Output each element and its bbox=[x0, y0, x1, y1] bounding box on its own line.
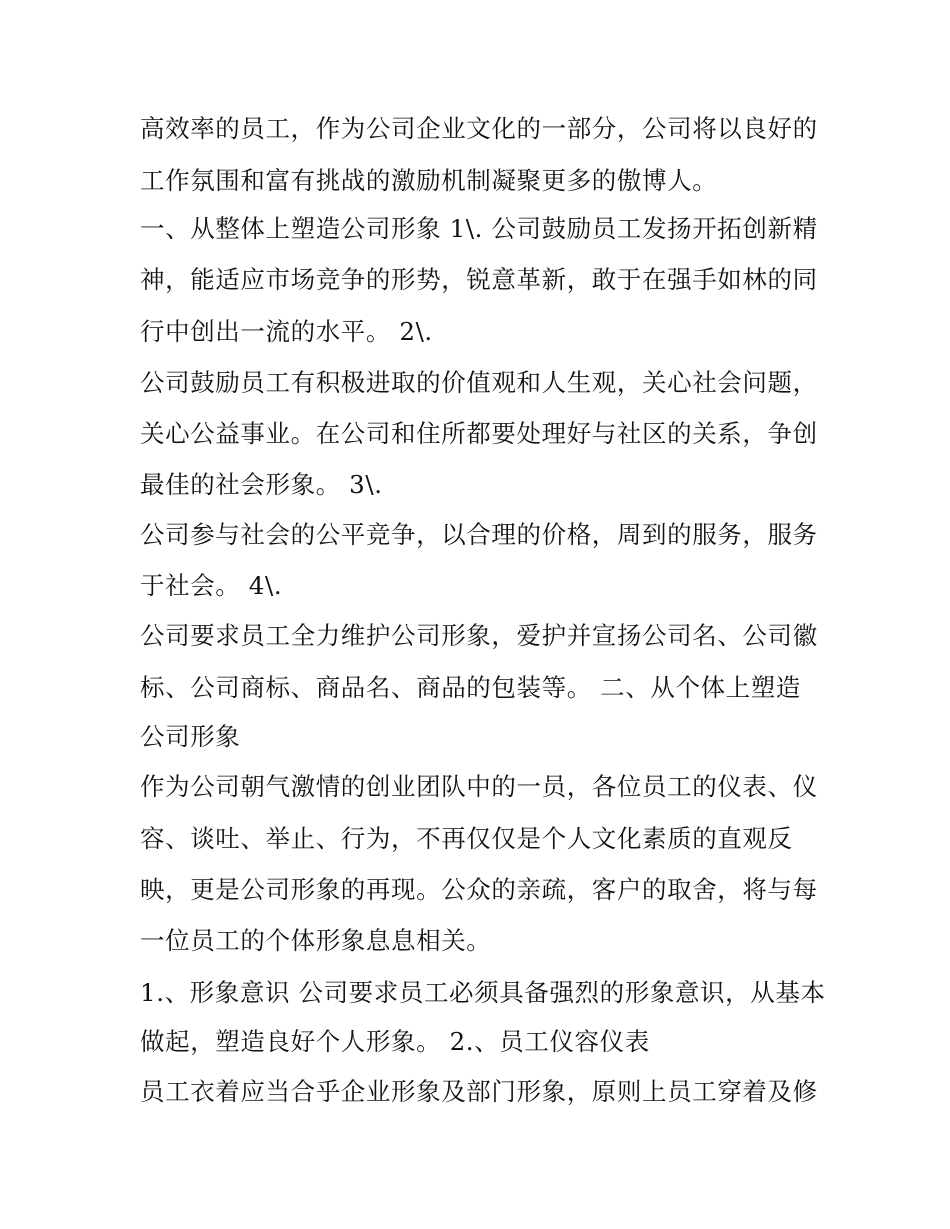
text-line: 关心公益事业。在公司和住所都要处理好与社区的关系，争创 bbox=[140, 419, 818, 448]
text-line: 高效率的员工，作为公司企业文化的一部分，公司将以良好的 bbox=[140, 114, 818, 143]
text-line: 公司要求员工全力维护公司形象，爱护并宣扬公司名、公司徽 bbox=[140, 621, 818, 650]
text-line: 工作氛围和富有挑战的激励机制凝聚更多的傲博人。 bbox=[140, 166, 718, 195]
text-line: 映，更是公司形象的再现。公众的亲疏，客户的取舍，将与每 bbox=[140, 875, 818, 904]
text-line: 作为公司朝气激情的创业团队中的一员，各位员工的仪表、仪 bbox=[140, 772, 818, 801]
text-line: 最佳的社会形象。 3\. bbox=[140, 470, 383, 499]
text-line: 做起，塑造良好个人形象。 2.、员工仪容仪表 bbox=[140, 1027, 650, 1056]
text-line: 容、谈吐、举止、行为，不再仅仅是个人文化素质的直观反 bbox=[140, 824, 793, 853]
text-line: 1.、形象意识 公司要求员工必须具备强烈的形象意识，从基本 bbox=[140, 978, 826, 1007]
text-line: 公司参与社会的公平竞争，以合理的价格，周到的服务，服务 bbox=[140, 520, 818, 549]
text-line: 一位员工的个体形象息息相关。 bbox=[140, 926, 492, 955]
text-line: 神，能适应市场竞争的形势，锐意革新，敢于在强手如林的同 bbox=[140, 265, 818, 294]
text-line: 公司形象 bbox=[140, 722, 241, 751]
text-line: 于社会。 4\. bbox=[140, 571, 283, 600]
text-line: 一、从整体上塑造公司形象 1\. 公司鼓励员工发扬开拓创新精 bbox=[140, 214, 818, 243]
text-line: 员工衣着应当合乎企业形象及部门形象，原则上员工穿着及修 bbox=[140, 1077, 818, 1106]
text-line: 行中创出一流的水平。 2\. bbox=[140, 317, 433, 346]
text-line: 公司鼓励员工有积极进取的价值观和人生观，关心社会问题， bbox=[140, 368, 818, 397]
text-line: 标、公司商标、商品名、商品的包装等。 二、从个体上塑造 bbox=[140, 673, 801, 702]
